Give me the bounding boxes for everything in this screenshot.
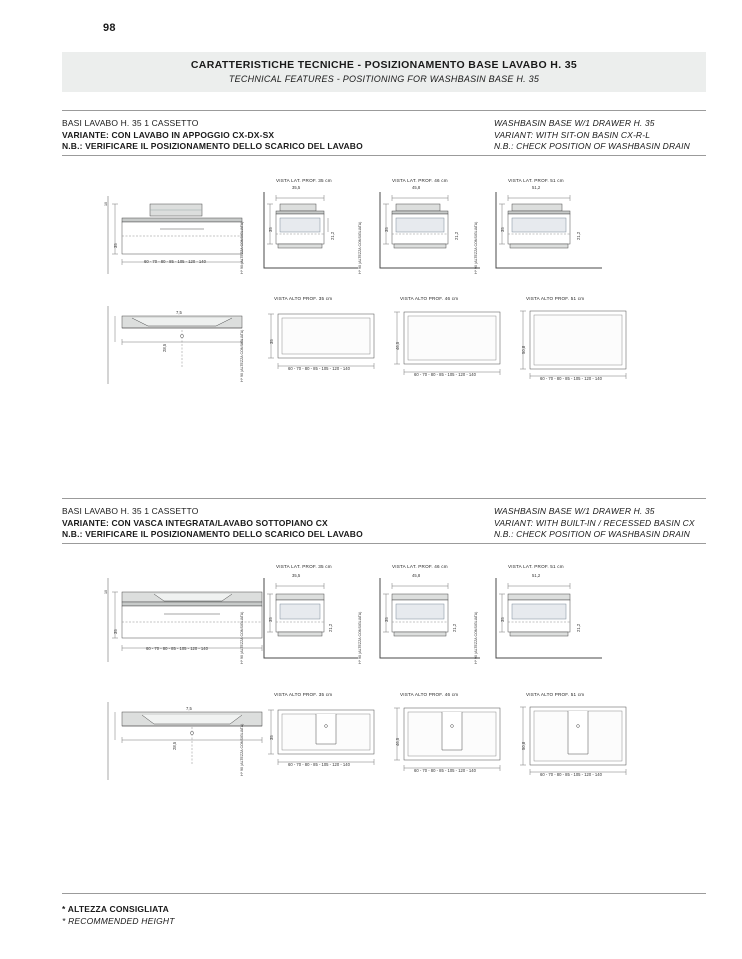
dim-lateral-35-height-1: 35	[268, 227, 273, 232]
drawing-top-51-view-2	[510, 692, 640, 790]
label-consigliata-2c: H* 90 (ALTEZZA CONSIGLIATA)	[474, 611, 478, 664]
dim-lateral-46-depth-1: 21,2	[454, 231, 459, 240]
drawing-front-view-1	[102, 196, 262, 276]
dim-top-front-sub-2: 28,5	[172, 741, 177, 750]
dim-top-front-mark-2: 7,5	[186, 706, 192, 711]
dim-top-51-width-2: 60 - 70 - 80 - 85 - 105 - 120 - 140	[540, 772, 602, 777]
label-consigliata-1b: H* 90 (ALTEZZA CONSIGLIATA)	[358, 221, 362, 274]
dim-front-width-1: 60 - 70 - 80 - 85 - 105 - 120 - 140	[144, 259, 206, 264]
dim-top-35-depth-2: 35	[269, 735, 274, 740]
dim-lateral-51-top-2: 51,2	[532, 573, 541, 578]
caption-top-46-1: VISTA ALTO PROF. 46 cm	[400, 296, 459, 301]
dim-front-height-1: 35	[113, 243, 118, 248]
dim-lateral-51-height-1: 35	[500, 227, 505, 232]
dim-top-46-depth-2: 46,5	[395, 737, 400, 746]
footer-italian: * ALTEZZA CONSIGLIATA	[62, 904, 169, 914]
section-1-header-english	[494, 118, 742, 153]
page-title-band	[62, 52, 706, 92]
dim-front-width-2: 60 - 70 - 80 - 85 - 105 - 120 - 140	[146, 646, 208, 651]
dim-lateral-35-top-1: 35,5	[292, 185, 301, 190]
section-2-header-english	[494, 506, 742, 541]
section-2-line2-en: VARIANT: WITH BUILT-IN / RECESSED BASIN CX	[494, 517, 695, 528]
drawing-lateral-51-view-2	[490, 564, 620, 669]
page-number: 98	[103, 22, 116, 34]
dim-lateral-46-height-2: 35	[384, 617, 389, 622]
dim-top-46-depth-1: 46,5	[395, 341, 400, 350]
dim-lateral-35-depth-2: 21,2	[328, 623, 333, 632]
dim-lateral-46-top-1: 45,8	[412, 185, 421, 190]
section-1-line3-it: N.B.: VERIFICARE IL POSIZIONAMENTO DELLO SCARICO DEL LAVABO	[62, 141, 363, 152]
drawing-top-front-2	[102, 702, 272, 782]
dim-lateral-46-depth-2: 21,2	[452, 623, 457, 632]
section-1-line2-it: VARIANTE: CON LAVABO IN APPOGGIO CX-DX-SX	[62, 129, 275, 140]
section-1	[62, 110, 706, 426]
caption-lateral-46-1: VISTA LAT. PROF. 46 cm	[392, 178, 448, 183]
label-consigliata-1d: H* 90 (ALTEZZA CONSIGLIATA)	[240, 329, 244, 382]
caption-lateral-35-1: VISTA LAT. PROF. 35 cm	[276, 178, 332, 183]
dim-top-front-sub-1: 28,5	[162, 343, 167, 352]
section-1-line2-en: VARIANT: WITH SIT-ON BASIN CX-R-L	[494, 129, 651, 140]
drawing-front-view-2	[102, 578, 272, 668]
section-2-header-italian	[62, 506, 462, 541]
caption-top-46-2: VISTA ALTO PROF. 46 cm	[400, 692, 459, 697]
section-2-header	[62, 499, 706, 543]
dim-lateral-35-height-2: 35	[268, 617, 273, 622]
dim-lateral-51-depth-1: 21,2	[576, 231, 581, 240]
caption-lateral-51-1: VISTA LAT. PROF. 51 cm	[508, 178, 564, 183]
section-1-line1-en: WASHBASIN BASE W/1 DRAWER H. 35	[494, 118, 655, 128]
caption-lateral-46-2: VISTA LAT. PROF. 46 cm	[392, 564, 448, 569]
dim-lateral-51-top-1: 51,2	[532, 185, 541, 190]
caption-top-51-2: VISTA ALTO PROF. 51 cm	[526, 692, 585, 697]
dim-top-46-width-1: 60 - 70 - 80 - 85 - 105 - 120 - 140	[414, 372, 476, 377]
drawing-top-35-view-1	[258, 296, 388, 386]
caption-top-35-2: VISTA ALTO PROF. 35 cm	[274, 692, 333, 697]
section-2	[62, 498, 706, 824]
label-consigliata-1c: H* 90 (ALTEZZA CONSIGLIATA)	[474, 221, 478, 274]
drawing-top-46-view-2	[384, 692, 514, 787]
drawing-top-51-view-1	[510, 296, 640, 386]
label-recommended-height-1: 10	[104, 202, 108, 206]
footer-english: * RECOMMENDED HEIGHT	[62, 916, 175, 926]
footer-note	[62, 903, 462, 927]
label-consigliata-1a: H* 90 (ALTEZZA CONSIGLIATA)	[240, 221, 244, 274]
section-2-line1-it: BASI LAVABO H. 35 1 CASSETTO	[62, 506, 199, 516]
section-2-line3-en: N.B.: CHECK POSITION OF WASHBASIN DRAIN	[494, 529, 690, 540]
footer-rule	[62, 893, 706, 894]
drawing-top-35-view-2	[258, 692, 388, 782]
dim-front-height-2: 35	[113, 629, 118, 634]
section-2-line1-en: WASHBASIN BASE W/1 DRAWER H. 35	[494, 506, 655, 516]
section-2-line3-it: N.B.: VERIFICARE IL POSIZIONAMENTO DELLO SCARICO DEL LAVABO	[62, 529, 363, 540]
section-1-drawings	[62, 156, 706, 426]
dim-top-35-width-2: 60 - 70 - 80 - 85 - 105 - 120 - 140	[288, 762, 350, 767]
drawing-lateral-51-view-1	[490, 178, 620, 278]
drawing-top-front-1	[102, 306, 262, 386]
caption-top-51-1: VISTA ALTO PROF. 51 cm	[526, 296, 585, 301]
dim-top-51-depth-2: 50,8	[521, 741, 526, 750]
label-consigliata-2a: H* 90 (ALTEZZA CONSIGLIATA)	[240, 611, 244, 664]
dim-top-35-width-1: 60 - 70 - 80 - 85 - 105 - 120 - 140	[288, 366, 350, 371]
label-consigliata-2d: H* 90 (ALTEZZA CONSIGLIATA)	[240, 723, 244, 776]
dim-lateral-51-depth-2: 21,2	[576, 623, 581, 632]
section-1-line1-it: BASI LAVABO H. 35 1 CASSETTO	[62, 118, 199, 128]
dim-top-51-depth-1: 50,8	[521, 345, 526, 354]
dim-top-front-mark-1: 7,5	[176, 310, 182, 315]
section-1-header	[62, 111, 706, 155]
dim-lateral-35-depth-1: 21,2	[330, 231, 335, 240]
dim-top-51-width-1: 60 - 70 - 80 - 85 - 105 - 120 - 140	[540, 376, 602, 381]
page-title-italian: CARATTERISTICHE TECNICHE - POSIZIONAMENTO BASE LAVABO H. 35	[190, 59, 578, 71]
caption-lateral-35-2: VISTA LAT. PROF. 35 cm	[276, 564, 332, 569]
dim-lateral-35-top-2: 35,5	[292, 573, 301, 578]
dim-lateral-46-top-2: 45,8	[412, 573, 421, 578]
drawing-top-46-view-1	[384, 296, 514, 386]
dim-lateral-51-height-2: 35	[500, 617, 505, 622]
caption-top-35-1: VISTA ALTO PROF. 35 cm	[274, 296, 333, 301]
dim-lateral-46-height-1: 35	[384, 227, 389, 232]
dim-top-35-depth-1: 35	[269, 339, 274, 344]
section-2-drawings	[62, 544, 706, 824]
dim-top-46-width-2: 60 - 70 - 80 - 85 - 105 - 120 - 140	[414, 768, 476, 773]
caption-lateral-51-2: VISTA LAT. PROF. 51 cm	[508, 564, 564, 569]
label-h10-2: 10	[104, 590, 108, 594]
section-1-line3-en: N.B.: CHECK POSITION OF WASHBASIN DRAIN	[494, 141, 690, 152]
page-title-english: TECHNICAL FEATURES - POSITIONING FOR WASHBASIN BASE H. 35	[228, 74, 540, 84]
section-2-line2-it: VARIANTE: CON VASCA INTEGRATA/LAVABO SOTTOPIANO CX	[62, 517, 328, 528]
label-consigliata-2b: H* 90 (ALTEZZA CONSIGLIATA)	[358, 611, 362, 664]
section-1-header-italian	[62, 118, 462, 153]
